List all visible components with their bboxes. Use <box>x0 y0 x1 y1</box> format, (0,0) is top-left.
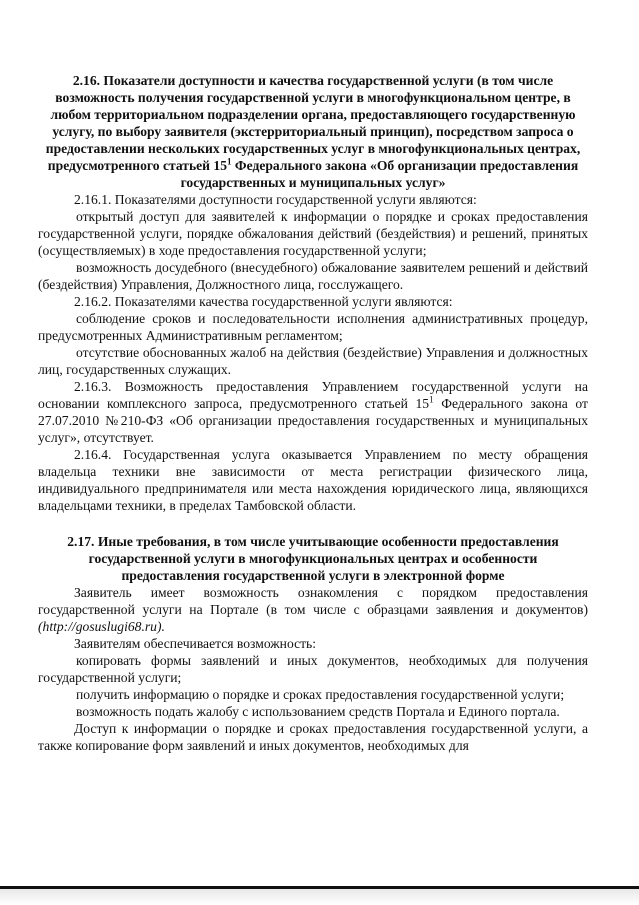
section-2-17-heading: 2.17. Иные требования, в том числе учитывающие особенности предоставления государственной услуги в многофункциональных центрах и особенности предоставления государственной услуги в электронной форме <box>67 534 559 583</box>
portal-url: (http://gosuslugi68.ru). <box>38 619 165 634</box>
paragraph-deadlines: соблюдение сроков и последовательности исполнения административных процедур, предусмотренных Административным регламентом; <box>38 311 588 343</box>
paragraph-2-16-4: 2.16.4. Государственная услуга оказывается Управлением по месту обращения владельца техники вне зависимости от места регистрации физического лица, индивидуального предпринимателя или места нахождения юридического лица, являющихся владельцами техники, в пределах Тамбовской области. <box>38 447 588 513</box>
heading-text: 2.16. Показатели доступности и качества государственной услуги (в том числе возможность получения государственной услуги в многофункциональном центре, в любом территориальном подразделении органа, предоставляющего государственную услугу, по выбору заявителя (экстерриториальный принцип), посредством запроса о предоставлении нескольких государственных услуг в многофункциональных центрах, предусмотренного статьей 15 <box>45 73 581 173</box>
section-2-16-heading <box>38 72 588 191</box>
superscript: 1 <box>429 394 434 405</box>
paragraph-pretrial-appeal: возможность досудебного (внесудебного) обжалование заявителем решений и действий (бездействия) Управления, Должностного лица, госслужащего. <box>38 260 588 292</box>
paragraph-2-16-1: 2.16.1. Показателями доступности государственной услуги являются: <box>74 192 477 207</box>
paragraph-text: 2.16.3. Возможность предоставления Управлением государственной услуги на основании комплексного запроса, предусмотренного статьей 15 <box>38 379 588 411</box>
paragraph-2-16-3 <box>38 378 588 446</box>
paragraph-portal-info <box>38 584 588 635</box>
paragraph-copy-forms: копировать формы заявлений и иных документов, необходимых для получения государственной услуги; <box>38 653 588 685</box>
paragraph-open-access: открытый доступ для заявителей к информации о порядке и сроках предоставления государственной услуги, порядке обжалования действий (бездействия) и решений, принятых (осуществляемых) в ходе предоставления государственной услуги; <box>38 209 588 258</box>
paragraph-no-complaints: отсутствие обоснованных жалоб на действия (бездействие) Управления и должностных лиц, государственных служащих. <box>38 345 588 377</box>
paragraph-possibilities: Заявителям обеспечивается возможность: <box>74 636 317 651</box>
heading-text-end: Федерального закона «Об организации предоставления государственных и муниципальных услуг» <box>180 158 579 190</box>
paragraph-2-16-2: 2.16.2. Показателями качества государственной услуги являются: <box>74 294 453 309</box>
paragraph-access-info: Доступ к информации о порядке и сроках предоставления государственной услуги, а также копирование форм заявлений и иных документов, необходимых для <box>38 721 588 753</box>
paragraph-text: Заявитель имеет возможность ознакомления с порядком предоставления государственной услуги на Портале (в том числе с образцами заявления и документов) <box>38 585 588 617</box>
scan-edge <box>0 889 639 905</box>
section-gap <box>38 514 588 533</box>
document-page <box>38 72 588 754</box>
superscript: 1 <box>227 156 232 167</box>
paragraph-text-end: Федерального закона от 27.07.2010 №210-ФЗ «Об организации предоставления государственных и муниципальных услуг», отсутствует. <box>38 396 588 445</box>
paragraph-file-complaint: возможность подать жалобу с использованием средств Портала и Единого портала. <box>76 704 560 719</box>
paragraph-get-info: получить информацию о порядке и сроках предоставления государственной услуги; <box>76 687 565 702</box>
